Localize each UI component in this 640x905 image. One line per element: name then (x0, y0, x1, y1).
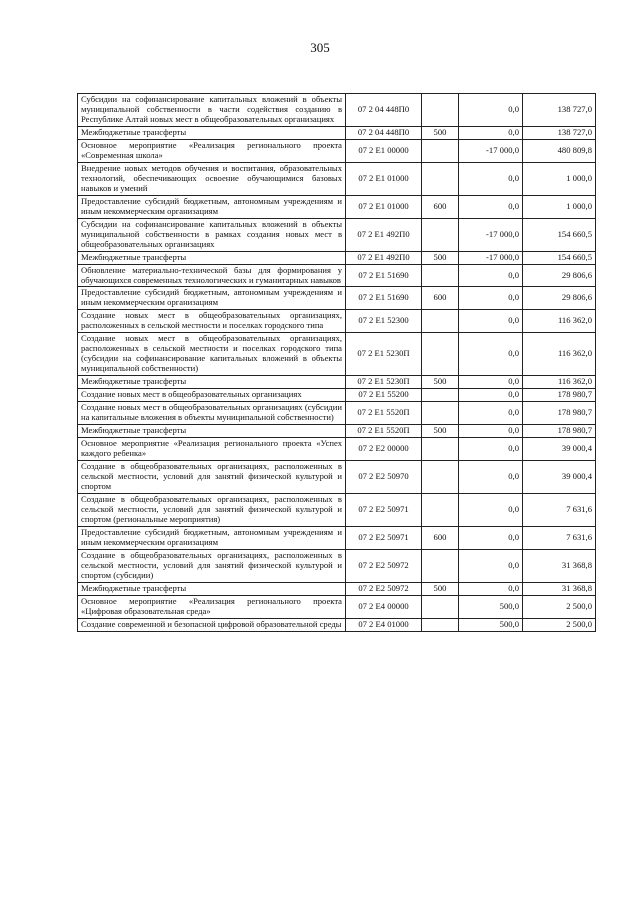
row-change-cell: -17 000,0 (459, 251, 523, 264)
row-change-cell: 500,0 (459, 618, 523, 631)
table-row (78, 162, 596, 195)
row-expense-type-cell (422, 264, 459, 287)
table-row (78, 126, 596, 139)
row-amount-cell: 1 000,0 (523, 162, 596, 195)
row-amount-cell: 154 660,5 (523, 218, 596, 251)
row-amount-cell: 480 809,8 (523, 139, 596, 162)
row-change-cell: 0,0 (459, 376, 523, 389)
row-expense-type-cell (422, 618, 459, 631)
row-amount-cell: 116 362,0 (523, 333, 596, 376)
row-name-cell: Создание в общеобразовательных организациях, расположенных в сельской местности, условий для занятий физической культурой и спортом (региональные мероприятия) (78, 493, 346, 526)
table-row (78, 287, 596, 310)
table-row (78, 549, 596, 582)
table-row (78, 402, 596, 425)
row-amount-cell: 178 980,7 (523, 389, 596, 402)
row-name-cell: Обновление материально-технической базы для формирования у обучающихся современных технологических и гуманитарных навыков (78, 264, 346, 287)
row-amount-cell: 2 500,0 (523, 595, 596, 618)
row-code-cell: 07 2 E1 52300 (346, 310, 422, 333)
table-row (78, 461, 596, 494)
row-code-cell: 07 2 E1 51690 (346, 264, 422, 287)
row-name-cell: Создание новых мест в общеобразовательных организациях (субсидии на капитальные вложения в объекты муниципальной собственности) (78, 402, 346, 425)
table-row (78, 195, 596, 218)
row-expense-type-cell: 500 (422, 425, 459, 438)
row-name-cell: Создание новых мест в общеобразовательных организациях, расположенных в сельской местности и поселках городского типа (субсидии на софинансирование капитальных вложений в объекты муниципальной собственности) (78, 333, 346, 376)
row-name-cell: Предоставление субсидий бюджетным, автономным учреждениям и иным некоммерческим организациям (78, 526, 346, 549)
row-code-cell: 07 2 E1 55200 (346, 389, 422, 402)
row-code-cell: 07 2 E2 50971 (346, 526, 422, 549)
row-change-cell: 0,0 (459, 549, 523, 582)
row-amount-cell: 29 806,6 (523, 287, 596, 310)
row-expense-type-cell (422, 438, 459, 461)
row-expense-type-cell (422, 493, 459, 526)
row-change-cell: 0,0 (459, 310, 523, 333)
row-change-cell: 0,0 (459, 582, 523, 595)
table-row (78, 376, 596, 389)
page-number: 305 (310, 40, 330, 55)
row-name-cell: Основное мероприятие «Реализация регионального проекта «Успех каждого ребенка» (78, 438, 346, 461)
row-amount-cell: 7 631,6 (523, 526, 596, 549)
row-amount-cell: 31 368,8 (523, 549, 596, 582)
row-code-cell: 07 2 E2 50972 (346, 549, 422, 582)
table-row (78, 582, 596, 595)
row-expense-type-cell (422, 139, 459, 162)
table-row (78, 94, 596, 127)
row-amount-cell: 2 500,0 (523, 618, 596, 631)
row-code-cell: 07 2 E2 50971 (346, 493, 422, 526)
row-amount-cell: 116 362,0 (523, 376, 596, 389)
row-change-cell: 0,0 (459, 126, 523, 139)
row-expense-type-cell (422, 94, 459, 127)
table-row (78, 493, 596, 526)
table-row (78, 139, 596, 162)
row-code-cell: 07 2 E1 5230П (346, 376, 422, 389)
row-change-cell: 0,0 (459, 526, 523, 549)
row-amount-cell: 1 000,0 (523, 195, 596, 218)
row-code-cell: 07 2 E1 51690 (346, 287, 422, 310)
row-change-cell: 0,0 (459, 264, 523, 287)
row-expense-type-cell: 600 (422, 526, 459, 549)
row-change-cell: 0,0 (459, 402, 523, 425)
row-name-cell: Создание в общеобразовательных организациях, расположенных в сельской местности, условий для занятий физической культурой и спортом (78, 461, 346, 494)
row-code-cell: 07 2 E4 01000 (346, 618, 422, 631)
row-expense-type-cell (422, 402, 459, 425)
row-name-cell: Субсидии на софинансирование капитальных вложений в объекты муниципальной собственности в рамках создания новых мест в общеобразовательных организациях (78, 218, 346, 251)
row-amount-cell: 39 000,4 (523, 438, 596, 461)
row-change-cell: 0,0 (459, 195, 523, 218)
table-row (78, 264, 596, 287)
row-name-cell: Создание современной и безопасной цифровой образовательной среды (78, 618, 346, 631)
row-expense-type-cell (422, 333, 459, 376)
table-row (78, 618, 596, 631)
row-change-cell: -17 000,0 (459, 218, 523, 251)
row-expense-type-cell: 500 (422, 376, 459, 389)
row-code-cell: 07 2 E4 00000 (346, 595, 422, 618)
row-name-cell: Межбюджетные трансферты (78, 582, 346, 595)
row-amount-cell: 31 368,8 (523, 582, 596, 595)
row-change-cell: -17 000,0 (459, 139, 523, 162)
row-expense-type-cell (422, 461, 459, 494)
table-row (78, 389, 596, 402)
table-row (78, 310, 596, 333)
table-row (78, 251, 596, 264)
row-expense-type-cell (422, 218, 459, 251)
row-name-cell: Межбюджетные трансферты (78, 126, 346, 139)
row-code-cell: 07 2 E1 00000 (346, 139, 422, 162)
row-amount-cell: 178 980,7 (523, 425, 596, 438)
row-change-cell: 0,0 (459, 333, 523, 376)
row-amount-cell: 138 727,0 (523, 126, 596, 139)
row-expense-type-cell: 500 (422, 251, 459, 264)
row-change-cell: 500,0 (459, 595, 523, 618)
row-name-cell: Предоставление субсидий бюджетным, автономным учреждениям и иным некоммерческим организациям (78, 287, 346, 310)
row-change-cell: 0,0 (459, 438, 523, 461)
table-row (78, 438, 596, 461)
row-expense-type-cell: 500 (422, 582, 459, 595)
row-code-cell: 07 2 E1 5520П (346, 425, 422, 438)
row-amount-cell: 178 980,7 (523, 402, 596, 425)
row-amount-cell: 7 631,6 (523, 493, 596, 526)
row-code-cell: 07 2 E2 50970 (346, 461, 422, 494)
row-expense-type-cell: 600 (422, 195, 459, 218)
row-expense-type-cell: 500 (422, 126, 459, 139)
table-row (78, 333, 596, 376)
row-change-cell: 0,0 (459, 425, 523, 438)
budget-table (77, 93, 596, 632)
row-amount-cell: 154 660,5 (523, 251, 596, 264)
row-amount-cell: 29 806,6 (523, 264, 596, 287)
row-change-cell: 0,0 (459, 461, 523, 494)
row-expense-type-cell (422, 310, 459, 333)
table-row (78, 425, 596, 438)
row-change-cell: 0,0 (459, 287, 523, 310)
row-change-cell: 0,0 (459, 94, 523, 127)
row-code-cell: 07 2 E2 00000 (346, 438, 422, 461)
row-code-cell: 07 2 04 448П0 (346, 126, 422, 139)
row-expense-type-cell (422, 389, 459, 402)
row-name-cell: Создание новых мест в общеобразовательных организациях (78, 389, 346, 402)
row-name-cell: Субсидии на софинансирование капитальных вложений в объекты муниципальной собственности в части содействия созданию в Республике Алтай новых мест в общеобразовательных организациях (78, 94, 346, 127)
row-change-cell: 0,0 (459, 389, 523, 402)
row-code-cell: 07 2 E1 492П0 (346, 218, 422, 251)
row-name-cell: Межбюджетные трансферты (78, 425, 346, 438)
table-row (78, 218, 596, 251)
row-amount-cell: 116 362,0 (523, 310, 596, 333)
row-expense-type-cell: 600 (422, 287, 459, 310)
row-change-cell: 0,0 (459, 162, 523, 195)
budget-table-body (78, 94, 596, 632)
row-expense-type-cell (422, 162, 459, 195)
row-code-cell: 07 2 E1 5520П (346, 402, 422, 425)
row-amount-cell: 39 000,4 (523, 461, 596, 494)
row-name-cell: Предоставление субсидий бюджетным, автономным учреждениям и иным некоммерческим организациям (78, 195, 346, 218)
table-row (78, 526, 596, 549)
row-expense-type-cell (422, 549, 459, 582)
row-name-cell: Межбюджетные трансферты (78, 251, 346, 264)
row-code-cell: 07 2 E1 492П0 (346, 251, 422, 264)
row-name-cell: Основное мероприятие «Реализация регионального проекта «Цифровая образовательная среда» (78, 595, 346, 618)
row-expense-type-cell (422, 595, 459, 618)
row-code-cell: 07 2 04 448П0 (346, 94, 422, 127)
row-code-cell: 07 2 E1 5230П (346, 333, 422, 376)
row-code-cell: 07 2 E1 01000 (346, 195, 422, 218)
row-name-cell: Основное мероприятие «Реализация регионального проекта «Современная школа» (78, 139, 346, 162)
table-row (78, 595, 596, 618)
row-change-cell: 0,0 (459, 493, 523, 526)
row-amount-cell: 138 727,0 (523, 94, 596, 127)
row-name-cell: Создание новых мест в общеобразовательных организациях, расположенных в сельской местности и поселках городского типа (78, 310, 346, 333)
row-code-cell: 07 2 E2 50972 (346, 582, 422, 595)
row-name-cell: Межбюджетные трансферты (78, 376, 346, 389)
row-name-cell: Создание в общеобразовательных организациях, расположенных в сельской местности, условий для занятий физической культурой и спортом (субсидии) (78, 549, 346, 582)
row-name-cell: Внедрение новых методов обучения и воспитания, образовательных технологий, обеспечивающих освоение обучающимися базовых навыков и умений (78, 162, 346, 195)
row-code-cell: 07 2 E1 01000 (346, 162, 422, 195)
